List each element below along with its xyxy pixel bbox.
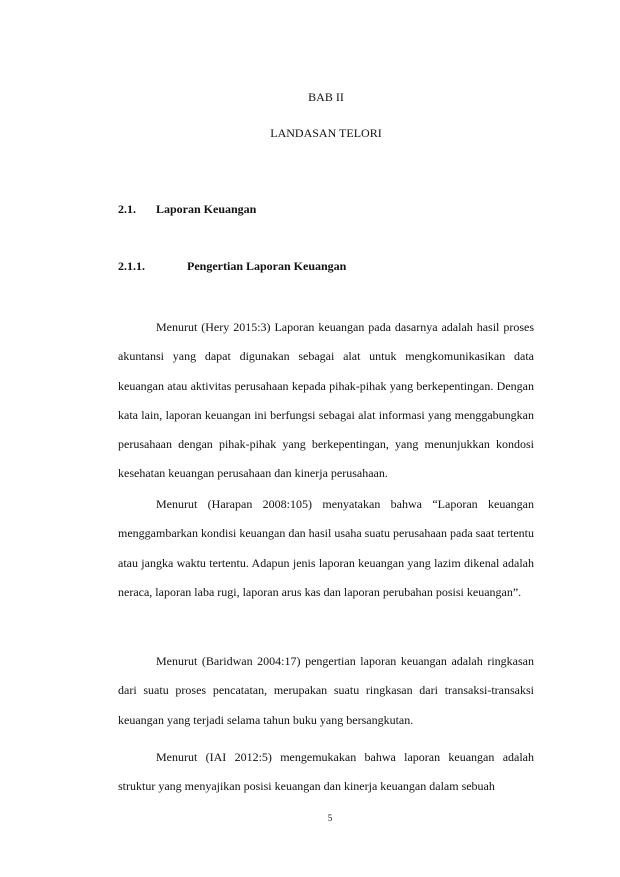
subsection-heading [118, 259, 346, 273]
subsection-title: Pengertian Laporan Keuangan [187, 259, 347, 273]
section-number: 2.1. [118, 202, 136, 216]
chapter-title: LANDASAN TELORI [270, 126, 382, 140]
paragraph-hery: Menurut (Hery 2015:3) Laporan keuangan pada dasarnya adalah hasil proses akuntansi yang dapat digunakan sebagai alat untuk mengkomunikasikan data keuangan atau aktivitas perusahaan kepada pihak-pihak yang berkepentingan. Dengan kata lain, laporan keuangan ini berfungsi sebagai alat informasi yang menggabungkan perusahaan dengan pihak-pihak yang berkepentingan, yang menunjukkan kondosi kesehatan keuangan perusahaan dan kinerja perusahaan. [118, 320, 534, 481]
subsection-number: 2.1.1. [118, 259, 145, 273]
section-heading [118, 202, 256, 216]
paragraph-baridwan: Menurut (Baridwan 2004:17) pengertian laporan keuangan adalah ringkasan dari suatu proses pencatatan, merupakan suatu ringkasan dari transaksi-transaksi keuangan yang terjadi selama tahun buku yang bersangkutan. [118, 654, 534, 727]
paragraph-harapan: Menurut (Harapan 2008:105) menyatakan bahwa “Laporan keuangan menggambarkan kondisi keuangan dan hasil usaha suatu perusahaan pada saat tertentu atau jangka waktu tertentu. Adapun jenis laporan keuangan yang lazim dikenal adalah neraca, laporan laba rugi, laporan arus kas dan laporan perubahan posisi keuangan”. [118, 497, 534, 599]
page-number: 5 [327, 813, 333, 823]
chapter-label: BAB II [308, 90, 344, 104]
section-title: Laporan Keuangan [156, 202, 257, 216]
paragraph-iai: Menurut (IAI 2012:5) mengemukakan bahwa laporan keuangan adalah struktur yang menyajikan posisi keuangan dan kinerja keuangan dalam sebuah [118, 750, 534, 794]
